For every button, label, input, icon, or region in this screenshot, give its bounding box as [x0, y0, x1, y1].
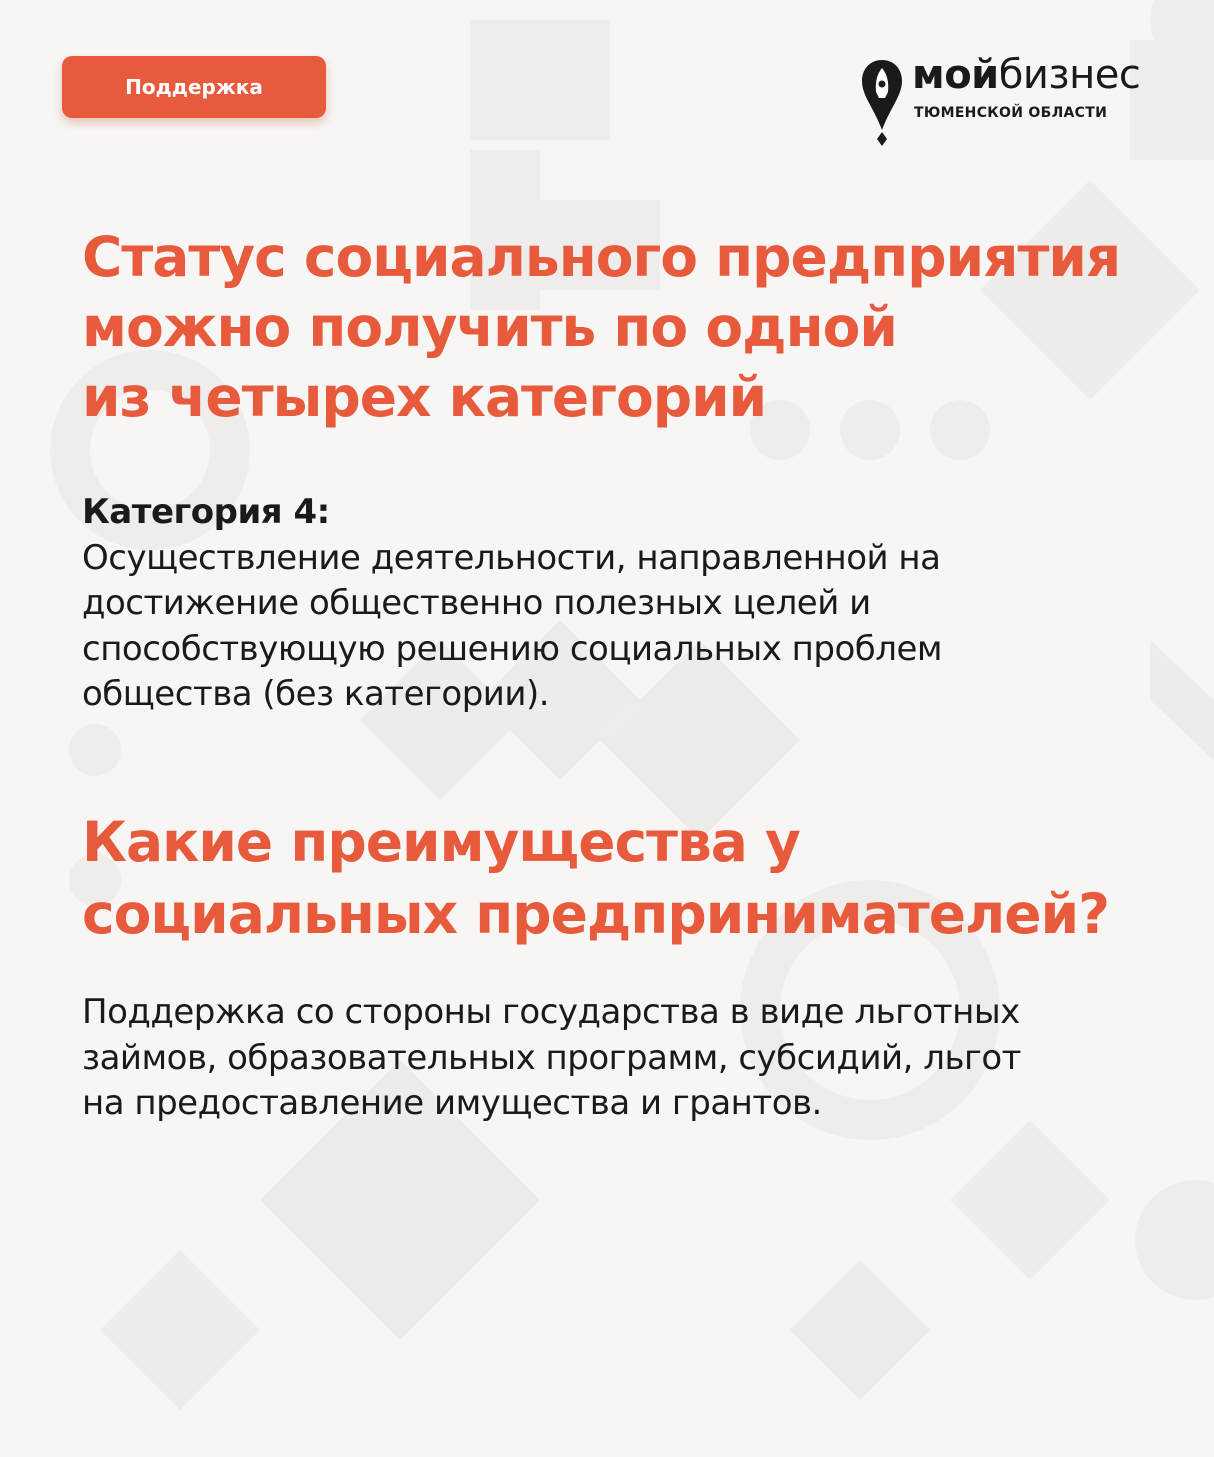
support-tag-button[interactable]: Поддержка [62, 56, 326, 118]
page-title [82, 222, 1142, 432]
moy-biznes-logo [860, 52, 1160, 148]
title-line: Статус социального предприятия [82, 225, 1121, 289]
advantages-text-line: Поддержка со стороны государства в виде льготных [82, 992, 1020, 1032]
logo-wordmark: мойбизнес [912, 52, 1141, 98]
advantages-text-line: на предоставление имущества и грантов. [82, 1083, 822, 1123]
advantages-heading-line: социальных предпринимателей? [82, 882, 1110, 946]
title-line: из четырех категорий [82, 365, 767, 429]
category-label: Категория 4: [82, 492, 330, 532]
logo-region: ТЮМЕНСКОЙ ОБЛАСТИ [914, 105, 1108, 121]
category-block [82, 490, 1142, 718]
rocket-pin-icon [860, 58, 904, 146]
category-text-line: Осуществление деятельности, направленной на [82, 537, 941, 578]
advantages-heading [82, 806, 1142, 950]
category-text-line: общества (без категории). [82, 674, 550, 714]
advantages-text-line: займов, образовательных программ, субсидий, льгот [82, 1037, 1021, 1078]
category-text-line: достижение общественно полезных целей и [82, 583, 871, 623]
category-text-line: способствующую решению социальных проблем [82, 628, 943, 669]
title-line: можно получить по одной [82, 295, 897, 359]
advantages-text [82, 990, 1142, 1127]
advantages-heading-line: Какие преимущества у [82, 810, 800, 874]
